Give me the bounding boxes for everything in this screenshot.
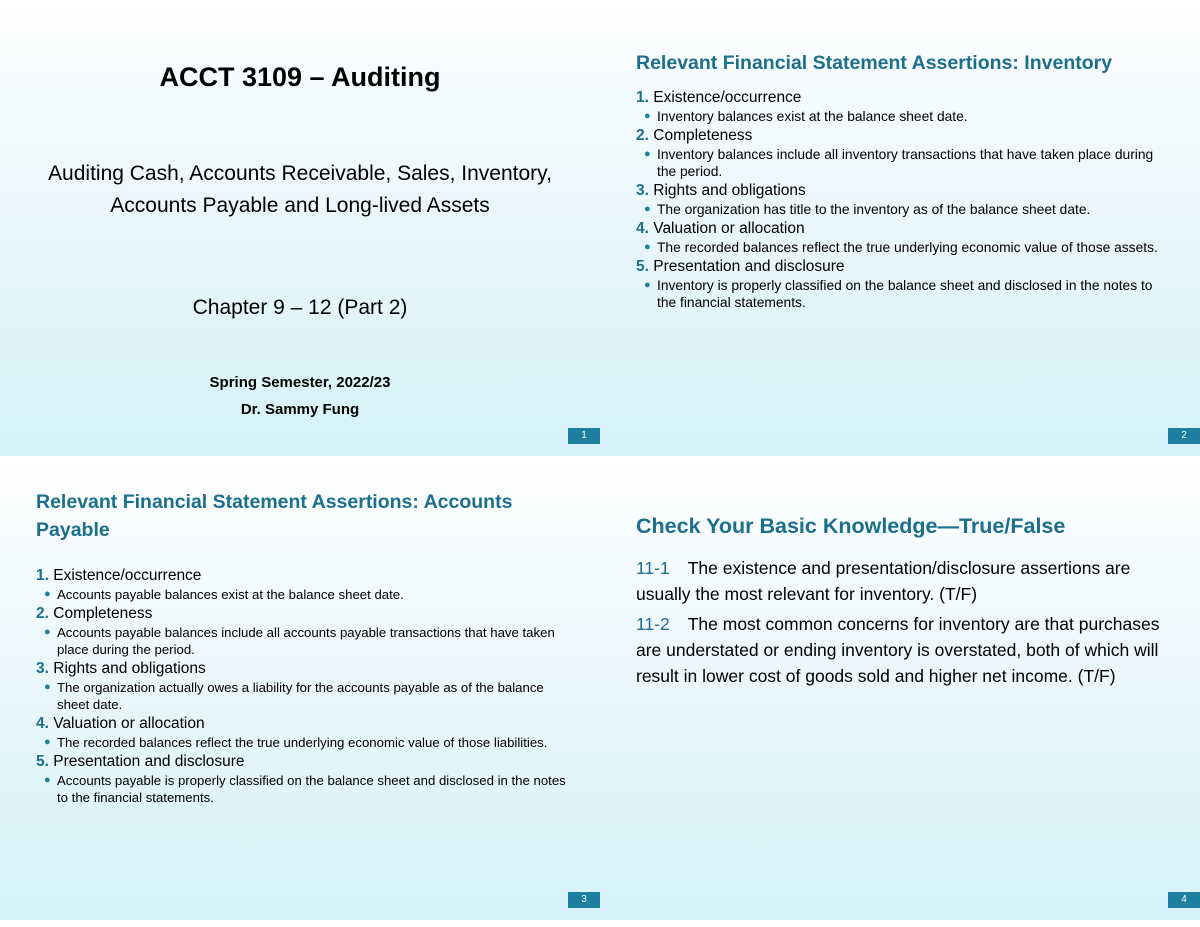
assertion-label: Rights and obligations	[53, 660, 206, 677]
assertion-detail: The organization actually owes a liability for the accounts payable as of the balance sheet date.	[57, 680, 544, 712]
slide-2	[600, 0, 1200, 456]
assertion-detail: Accounts payable balances exist at the balance sheet date.	[57, 587, 404, 602]
assertion-item: 5. Presentation and disclosure ● Inventory is properly classified on the balance sheet and disclosed in the notes to the financial statements.	[636, 257, 1172, 311]
slide-title: Relevant Financial Statement Assertions: Inventory	[636, 52, 1113, 74]
assertion-item: 4. Valuation or allocation ● The recorded balances reflect the true underlying economic value of those liabilities.	[36, 715, 548, 750]
bullet-dot-icon: ●	[44, 626, 51, 638]
assertion-item: 1. Existence/occurrence ● Inventory balances exist at the balance sheet date.	[636, 89, 968, 124]
assertion-label: Rights and obligations	[653, 182, 806, 199]
slide-1	[0, 0, 600, 456]
assertion-label: Completeness	[53, 605, 153, 622]
assertion-label: Presentation and disclosure	[53, 753, 245, 770]
assertion-detail: Accounts payable balances include all accounts payable transactions that have taken place during the period.	[57, 625, 555, 657]
bullet-dot-icon: ●	[644, 110, 651, 122]
quiz-question	[636, 555, 1176, 607]
question-number: 11-2	[636, 614, 670, 634]
slide-title: Relevant Financial Statement Assertions: Accounts Payable	[36, 491, 513, 541]
page-number-badge: 2	[1168, 428, 1200, 444]
bullet-dot-icon: ●	[44, 774, 51, 786]
assertion-item: 2. Completeness ● Inventory balances include all inventory transactions that have taken place during the period.	[636, 126, 1172, 180]
assertion-detail: Inventory balances exist at the balance sheet date.	[657, 109, 968, 124]
assertion-detail: Accounts payable is properly classified on the balance sheet and disclosed in the notes to the financial statements.	[57, 773, 566, 805]
slide-4	[600, 464, 1200, 920]
assertion-label: Valuation or allocation	[53, 715, 205, 732]
assertion-detail: Inventory is properly classified on the balance sheet and disclosed in the notes to the financial statements.	[657, 278, 1153, 310]
assertion-item: 3. Rights and obligations ● The organization has title to the inventory as of the balance sheet date.	[636, 182, 1091, 217]
slide-title: Check Your Basic Knowledge—True/False	[636, 514, 1066, 538]
instructor-name: Dr. Sammy Fung	[240, 401, 360, 418]
bullet-dot-icon: ●	[44, 736, 51, 748]
question-text: The existence and presentation/disclosure assertions are usually the most relevant for inventory. (T/F)	[636, 558, 1131, 604]
assertion-item: 2. Completeness ● Accounts payable balances include all accounts payable transactions that have taken place during the period.	[36, 604, 572, 658]
semester-label: Spring Semester, 2022/23	[209, 374, 391, 391]
assertion-list	[636, 88, 1172, 312]
course-subtitle: Auditing Cash, Accounts Receivable, Sales, Inventory, Accounts Payable and Long-lived Assets	[48, 162, 552, 217]
assertion-label: Presentation and disclosure	[653, 258, 845, 275]
page-number-badge: 3	[568, 892, 600, 908]
slide-3	[0, 464, 600, 920]
bullet-dot-icon: ●	[644, 148, 651, 160]
assertion-detail: The organization has title to the inventory as of the balance sheet date.	[657, 202, 1091, 217]
assertion-label: Existence/occurrence	[53, 567, 202, 584]
course-title: ACCT 3109 – Auditing	[159, 62, 441, 92]
assertion-detail: Inventory balances include all inventory transactions that have taken place during the period.	[657, 147, 1154, 179]
question-text: The most common concerns for inventory are that purchases are understated or ending inventory is overstated, both of which will result in lower cost of goods sold and higher net income. (T/F)	[636, 614, 1160, 686]
assertion-list	[36, 566, 572, 807]
assertion-item: 4. Valuation or allocation ● The recorded balances reflect the true underlying economic value of those assets.	[636, 220, 1158, 255]
assertion-label: Valuation or allocation	[653, 220, 805, 237]
assertion-detail: The recorded balances reflect the true underlying economic value of those assets.	[657, 240, 1158, 255]
bullet-dot-icon: ●	[644, 241, 651, 253]
chapter-label: Chapter 9 – 12 (Part 2)	[192, 296, 408, 319]
page-number-badge: 1	[568, 428, 600, 444]
assertion-item: 5. Presentation and disclosure ● Accounts payable is properly classified on the balance sheet and disclosed in the notes to the financial statements.	[36, 752, 572, 806]
bullet-dot-icon: ●	[44, 681, 51, 693]
quiz-question	[636, 611, 1176, 689]
bullet-dot-icon: ●	[644, 203, 651, 215]
assertion-item: 1. Existence/occurrence ● Accounts payable balances exist at the balance sheet date.	[36, 567, 404, 602]
bullet-dot-icon: ●	[44, 588, 51, 600]
assertion-item: 3. Rights and obligations ● The organization actually owes a liability for the accounts payable as of the balance sheet date.	[36, 659, 572, 713]
assertion-label: Existence/occurrence	[653, 89, 802, 106]
page-number-badge: 4	[1168, 892, 1200, 908]
assertion-detail: The recorded balances reflect the true underlying economic value of those liabilities.	[57, 735, 548, 750]
bullet-dot-icon: ●	[644, 279, 651, 291]
assertion-label: Completeness	[653, 127, 753, 144]
question-number: 11-1	[636, 558, 670, 578]
